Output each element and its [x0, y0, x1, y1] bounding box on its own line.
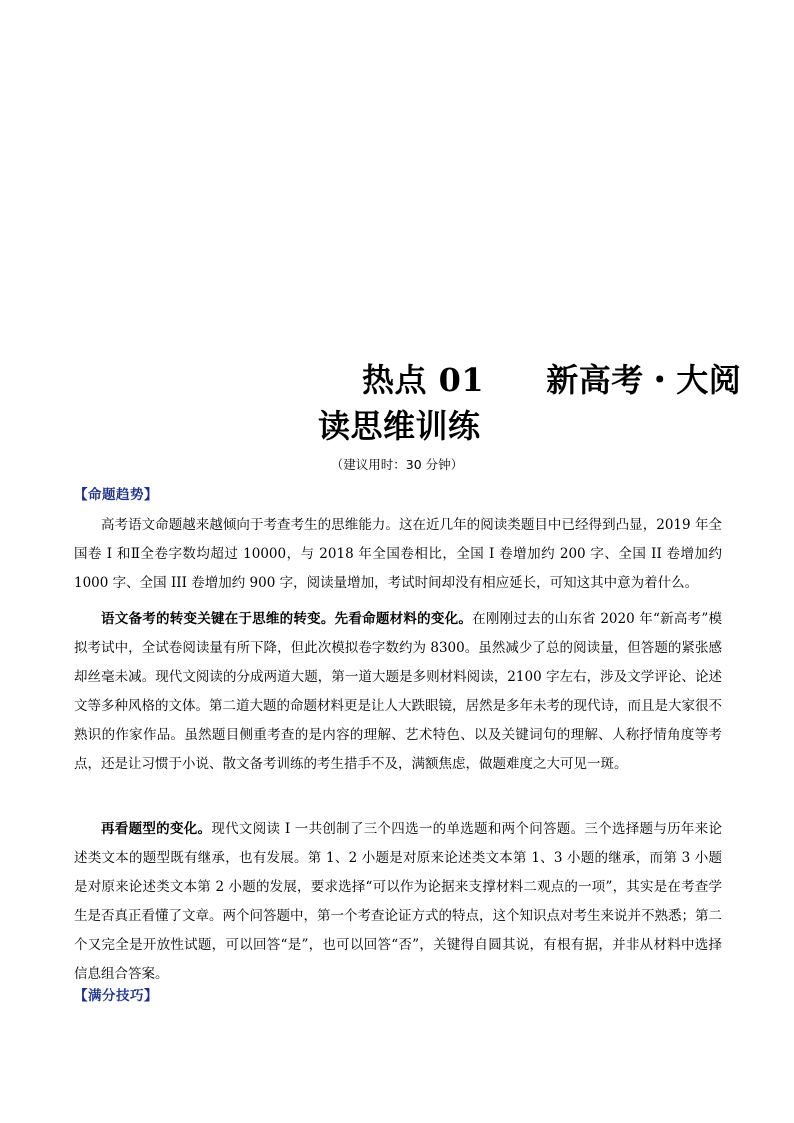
paragraph-lead-question-type: 再看题型的变化。	[101, 821, 212, 837]
section-heading-trend: 【命题趋势】	[74, 487, 158, 503]
paragraph-question-type-change	[74, 815, 722, 989]
paragraph-body-material: 在刚刚过去的山东省 2020 年“新高考”模拟考试中，全试卷阅读量有所下降，但此次模拟卷字数约为 8300。虽然减少了总的阅读量，但答题的紧张感却丝毫未减。现代文阅读的分成两道大题，第一道大题是多则材料阅读，2100 字左右，涉及文学评论、论述文等多种风格的文体。第二道大题的命题材料更是让人大跌眼镜，居然是多年未考的现代诗，而且是大家很不熟识的作家作品。虽然题目侧重考查的是内容的理解、艺术特色、以及关键词句的理解、人称抒情角度等考点，还是让习惯于小说、散文备考训练的考生措手不及，满额焦虑，做题难度之大可见一斑。	[74, 611, 723, 772]
title-topic-part-1: 新高考・大阅	[546, 361, 742, 399]
paragraph-lead-material: 语文备考的转变关键在于思维的转变。先看命题材料的变化。	[101, 611, 473, 627]
paragraph-trend-intro: 高考语文命题越来越倾向于考查考生的思维能力。这在近几年的阅读类题目中已经得到凸显，2019 年全国卷 I 和Ⅱ全卷字数均超过 10000，与 2018 年全国卷相比，全国 I 卷增加约 200 字、全国 II 卷增加约 1000 字、全国 III 卷增加约 900 字，阅读量增加，考试时间却没有相应延长，可知这其中意为着什么。	[74, 517, 722, 591]
paragraph-material-change	[74, 605, 722, 779]
title-hotspot-number: 热点 01	[362, 361, 485, 399]
page-title-line-2: 读思维训练	[318, 407, 481, 445]
section-heading-skills: 【满分技巧】	[74, 988, 158, 1004]
paragraph-body-question-type: 现代文阅读 I 一共创制了三个四选一的单选题和两个问答题。三个选择题与历年来论述类文本的题型既有继承，也有发展。第 1、2 小题是对原来论述类文本第 1、3 小题的继承，而第 3 小题是对原来论述类文本第 2 小题的发展，要求选择“可以作为论据来支撑材料二观点的一项”，其实是在考查学生是否真正看懂了文章。两个问答题中，第一个考查论证方式的特点，这个知识点对考生来说并不熟悉；第二个又完全是开放性试题，可以回答“是”，也可以回答“否”，关键得自圆其说，有根有据，并非从材料中选择信息组合答案。	[74, 821, 722, 982]
suggested-time-note: （建议用时：30 分钟）	[330, 457, 464, 472]
page-title-line-1	[362, 360, 741, 400]
